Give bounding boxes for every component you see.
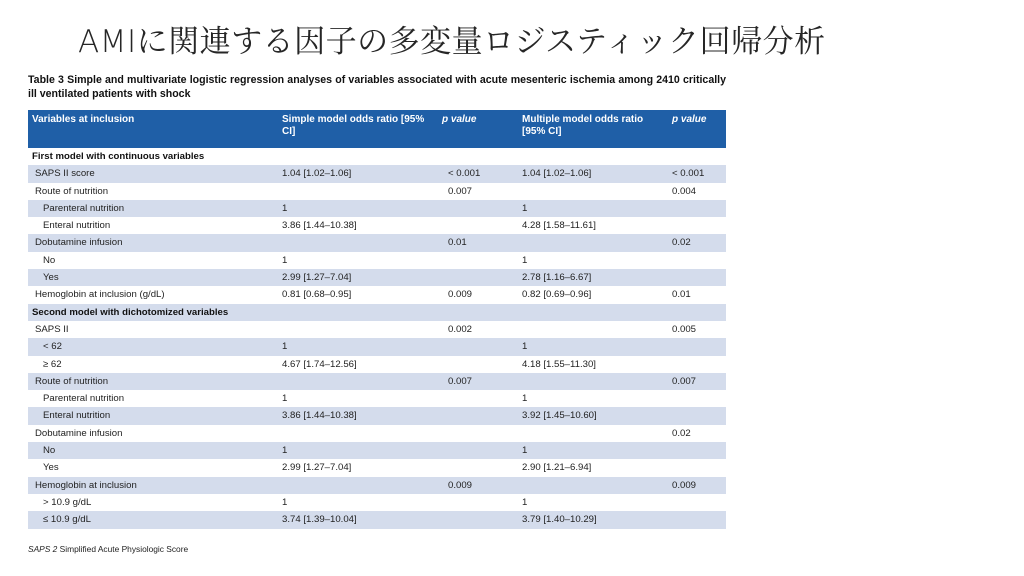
table-footnote — [28, 544, 188, 554]
cell-simple-or: 1 — [278, 338, 438, 355]
cell-simple-p: 0.002 — [448, 323, 473, 335]
cell-multiple-or — [518, 425, 668, 442]
table-row — [28, 321, 726, 338]
row-label: < 62 — [28, 338, 278, 355]
cell-simple-or — [278, 477, 438, 494]
cell-multiple-or: 1 — [518, 338, 668, 355]
cell-multiple-or: 4.18 [1.55–11.30] — [522, 358, 596, 370]
cell-simple-or — [278, 321, 438, 338]
cell-multiple-or: 1 — [522, 254, 528, 266]
cell-multiple-or — [518, 373, 668, 390]
cell-multiple-p: 0.004 — [672, 185, 697, 197]
cell-simple-p — [438, 442, 518, 459]
cell-simple-or: 1 — [278, 442, 438, 459]
row-label: Yes — [28, 269, 278, 286]
cell-multiple-p — [668, 269, 726, 286]
row-label: Parenteral nutrition — [43, 393, 125, 405]
table-row — [28, 425, 726, 442]
cell-simple-or: 1.04 [1.02–1.06] — [278, 165, 438, 182]
row-label: > 10.9 g/dL — [43, 496, 92, 508]
table-row — [28, 442, 726, 459]
cell-simple-p — [438, 148, 518, 165]
cell-multiple-or — [518, 304, 668, 321]
row-label: Enteral nutrition — [43, 220, 111, 232]
cell-simple-p — [438, 200, 518, 217]
cell-simple-or: 3.74 [1.39–10.04] — [278, 511, 438, 528]
cell-multiple-or: 1 — [518, 442, 668, 459]
cell-simple-p: 0.009 — [448, 289, 473, 301]
row-label: Route of nutrition — [35, 185, 109, 197]
row-label: Yes — [43, 462, 59, 474]
cell-simple-or: 1 — [282, 496, 288, 508]
cell-multiple-or: 1 — [522, 496, 528, 508]
row-label: No — [28, 442, 278, 459]
cell-multiple-or — [518, 321, 668, 338]
table-row — [28, 252, 726, 269]
cell-simple-or: 2.99 [1.27–7.04] — [282, 462, 352, 474]
table-row — [28, 338, 726, 355]
row-label: First model with continuous variables — [32, 151, 205, 162]
cell-multiple-p: 0.009 — [668, 477, 726, 494]
table-row — [28, 165, 726, 182]
cell-simple-p: 0.007 — [448, 185, 473, 197]
row-label: SAPS II score — [28, 165, 278, 182]
cell-multiple-or: 3.79 [1.40–10.29] — [518, 511, 668, 528]
section-row-first-model — [28, 148, 726, 165]
row-label: Enteral nutrition — [28, 407, 278, 424]
cell-simple-p: 0.007 — [438, 373, 518, 390]
cell-simple-or — [278, 234, 438, 251]
cell-simple-or: 4.67 [1.74–12.56] — [282, 358, 357, 370]
cell-simple-p — [438, 338, 518, 355]
cell-simple-p: 0.009 — [438, 477, 518, 494]
cell-multiple-p — [668, 442, 726, 459]
cell-simple-or: 1 — [282, 393, 288, 405]
cell-simple-or — [278, 425, 438, 442]
table-row — [28, 269, 726, 286]
cell-multiple-or: 2.90 [1.21–6.94] — [522, 462, 592, 474]
cell-multiple-or — [518, 148, 668, 165]
cell-simple-p — [438, 252, 518, 269]
row-label: No — [43, 254, 56, 266]
table-row — [28, 356, 726, 373]
cell-simple-or — [278, 304, 438, 321]
row-label: Second model with dichotomized variables — [28, 304, 278, 321]
cell-multiple-p: 0.007 — [668, 373, 726, 390]
cell-multiple-or: 1 — [518, 200, 668, 217]
table-row — [28, 217, 726, 234]
row-label: Route of nutrition — [28, 373, 278, 390]
header-multiple-p-value: p value — [672, 114, 707, 125]
cell-multiple-or: 1 — [522, 393, 528, 405]
cell-simple-p: 0.01 — [438, 234, 518, 251]
cell-simple-or: 1 — [278, 200, 438, 217]
header-variables: Variables at inclusion — [32, 114, 135, 125]
cell-simple-p — [438, 459, 518, 476]
cell-simple-p — [438, 304, 518, 321]
row-label: ≥ 62 — [43, 358, 62, 370]
table-row — [28, 407, 726, 424]
table-row — [28, 477, 726, 494]
row-label: Dobutamine infusion — [28, 234, 278, 251]
cell-simple-or: 3.86 [1.44–10.38] — [278, 407, 438, 424]
cell-multiple-p: 0.005 — [672, 323, 697, 335]
table-row — [28, 494, 726, 511]
cell-simple-p — [438, 390, 518, 407]
cell-simple-p — [438, 217, 518, 234]
cell-multiple-p: 0.02 — [672, 427, 691, 439]
cell-simple-p — [438, 494, 518, 511]
table-row — [28, 200, 726, 217]
cell-simple-or: 0.81 [0.68–0.95] — [282, 289, 352, 301]
cell-simple-or: 2.99 [1.27–7.04] — [278, 269, 438, 286]
cell-simple-or — [278, 373, 438, 390]
table-row — [28, 459, 726, 476]
cell-multiple-or — [518, 183, 668, 200]
cell-multiple-p: < 0.001 — [668, 165, 726, 182]
cell-simple-p: < 0.001 — [438, 165, 518, 182]
cell-simple-p — [438, 269, 518, 286]
cell-multiple-p — [668, 494, 726, 511]
cell-multiple-p: 0.02 — [668, 234, 726, 251]
footnote-abbreviation: SAPS 2 — [28, 544, 58, 554]
cell-simple-p — [438, 511, 518, 528]
row-label: Hemoglobin at inclusion (g/dL) — [35, 289, 165, 301]
cell-multiple-p — [668, 356, 726, 373]
cell-simple-or: 3.86 [1.44–10.38] — [282, 220, 357, 232]
table-header-row — [28, 110, 726, 148]
cell-multiple-p — [668, 338, 726, 355]
cell-multiple-p — [668, 390, 726, 407]
table-row — [28, 511, 726, 528]
regression-table-container — [28, 110, 726, 529]
cell-multiple-or: 0.82 [0.69–0.96] — [522, 289, 592, 301]
table-caption: Table 3 Simple and multivariate logistic regression analyses of variables associated with acute mesenteric ischemia among 2410 critically ill ventilated patients with shock — [28, 74, 726, 100]
section-row-second-model — [28, 304, 726, 321]
cell-multiple-p — [668, 252, 726, 269]
row-label: Dobutamine infusion — [35, 427, 123, 439]
cell-multiple-p — [668, 511, 726, 528]
cell-multiple-or: 1.04 [1.02–1.06] — [518, 165, 668, 182]
row-label: SAPS II — [35, 323, 69, 335]
cell-simple-p — [438, 425, 518, 442]
header-simple-p-value: p value — [442, 114, 477, 125]
cell-simple-p — [438, 407, 518, 424]
cell-multiple-p — [668, 304, 726, 321]
row-label: Parenteral nutrition — [28, 200, 278, 217]
cell-multiple-or: 2.78 [1.16–6.67] — [518, 269, 668, 286]
cell-multiple-p: 0.01 — [672, 289, 691, 301]
table-row — [28, 286, 726, 303]
cell-multiple-p — [668, 148, 726, 165]
cell-multiple-p — [668, 459, 726, 476]
regression-table — [28, 110, 726, 529]
cell-multiple-or: 4.28 [1.58–11.61] — [522, 220, 596, 232]
cell-simple-or: 1 — [282, 254, 288, 266]
cell-multiple-p — [668, 200, 726, 217]
footnote-text: Simplified Acute Physiologic Score — [59, 544, 189, 554]
cell-multiple-p — [668, 217, 726, 234]
cell-multiple-or — [518, 477, 668, 494]
slide-title: AMIに関連する因子の多変量ロジスティック回帰分析 — [78, 24, 826, 60]
table-row — [28, 373, 726, 390]
cell-simple-or — [278, 148, 438, 165]
row-label: Hemoglobin at inclusion — [28, 477, 278, 494]
cell-multiple-p — [668, 407, 726, 424]
header-simple-odds-ratio: Simple model odds ratio [95% CI] — [282, 114, 425, 137]
table-row — [28, 390, 726, 407]
row-label: ≤ 10.9 g/dL — [28, 511, 278, 528]
cell-multiple-or: 3.92 [1.45–10.60] — [518, 407, 668, 424]
header-multiple-odds-ratio: Multiple model odds ratio [95% CI] — [522, 114, 644, 137]
table-row — [28, 183, 726, 200]
cell-simple-or — [278, 183, 438, 200]
table-row — [28, 234, 726, 251]
cell-multiple-or — [518, 234, 668, 251]
cell-simple-p — [438, 356, 518, 373]
